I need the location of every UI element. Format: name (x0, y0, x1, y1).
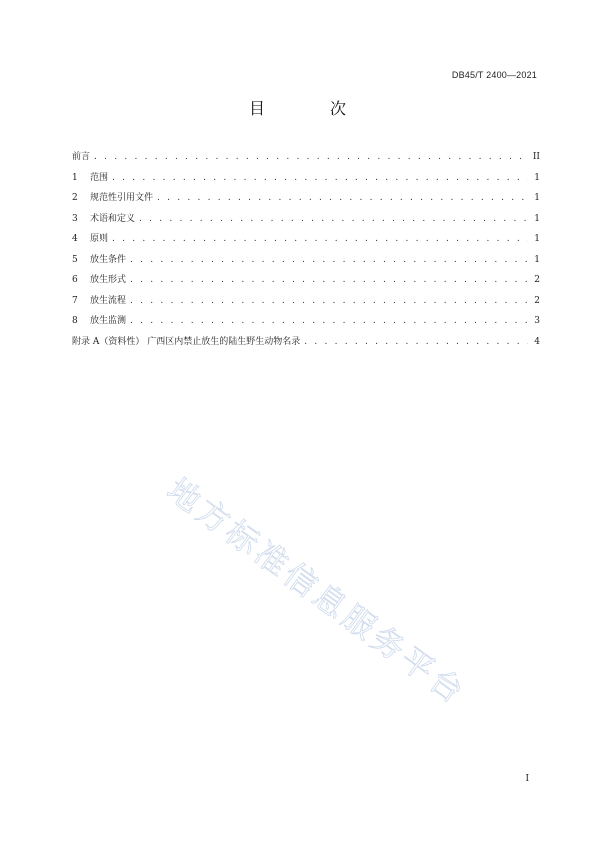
toc-entry-7[interactable] (72, 294, 540, 315)
toc-entry-number: 5 (72, 254, 78, 265)
toc-leader-dots (112, 232, 528, 246)
toc-entry-page: 4 (534, 336, 540, 347)
toc-entry-label: 范围 (90, 172, 109, 183)
toc-leader-dots (130, 314, 528, 328)
toc-entry-4[interactable] (72, 232, 540, 253)
toc-leader-dots (139, 212, 528, 226)
toc-entry-1[interactable] (72, 171, 540, 192)
toc-entry-page: II (532, 152, 540, 162)
toc-entry-label: 原则 (90, 234, 109, 244)
toc-entry-page: 2 (534, 275, 540, 285)
watermark-text: 地方标准信息服务平台 (160, 470, 474, 713)
toc-entry-page: 2 (534, 295, 540, 306)
toc-entry-label: 前言 (72, 152, 91, 162)
table-of-contents (72, 150, 540, 355)
toc-entry-label: 附录 A（资料性） 广西区内禁止放生的陆生野生动物名录 (72, 336, 301, 347)
page-title: 目 次 (248, 99, 377, 118)
toc-entry-page: 1 (534, 213, 540, 224)
toc-entry-page: 1 (534, 193, 540, 203)
toc-entry-6[interactable] (72, 273, 540, 294)
toc-entry-5[interactable] (72, 253, 540, 274)
toc-entry-appendix-a[interactable] (72, 335, 540, 356)
toc-entry-label: 放生条件 (90, 254, 127, 265)
toc-entry-label: 规范性引用文件 (90, 193, 154, 203)
toc-leader-dots (157, 191, 528, 205)
toc-entry-page: 1 (534, 234, 540, 244)
toc-entry-number: 8 (72, 316, 78, 326)
toc-leader-dots (130, 253, 528, 267)
toc-entry-page: 1 (534, 172, 540, 183)
toc-entry-number: 4 (72, 234, 78, 244)
toc-leader-dots (112, 171, 528, 185)
toc-entry-8[interactable] (72, 314, 540, 335)
toc-entry-label: 放生监测 (90, 316, 127, 326)
toc-leader-dots (304, 335, 528, 349)
toc-entry-label: 放生形式 (90, 275, 127, 285)
toc-entry-number: 6 (72, 275, 78, 285)
toc-entry-number: 7 (72, 295, 78, 306)
toc-entry-page: 3 (534, 316, 540, 326)
standard-code: DB45/T 2400—2021 (451, 70, 537, 80)
toc-entry-page: 1 (534, 254, 540, 265)
toc-leader-dots (130, 294, 528, 308)
toc-entry-label: 术语和定义 (90, 213, 136, 224)
toc-entry-number: 1 (72, 172, 78, 183)
toc-entry-foreword[interactable] (72, 150, 540, 171)
toc-leader-dots (94, 150, 528, 164)
page-number: I (525, 774, 529, 784)
toc-entry-number: 2 (72, 193, 78, 203)
toc-leader-dots (130, 273, 528, 287)
toc-entry-2[interactable] (72, 191, 540, 212)
toc-entry-3[interactable] (72, 212, 540, 233)
toc-entry-label: 放生流程 (90, 295, 127, 306)
toc-entry-number: 3 (72, 213, 78, 224)
